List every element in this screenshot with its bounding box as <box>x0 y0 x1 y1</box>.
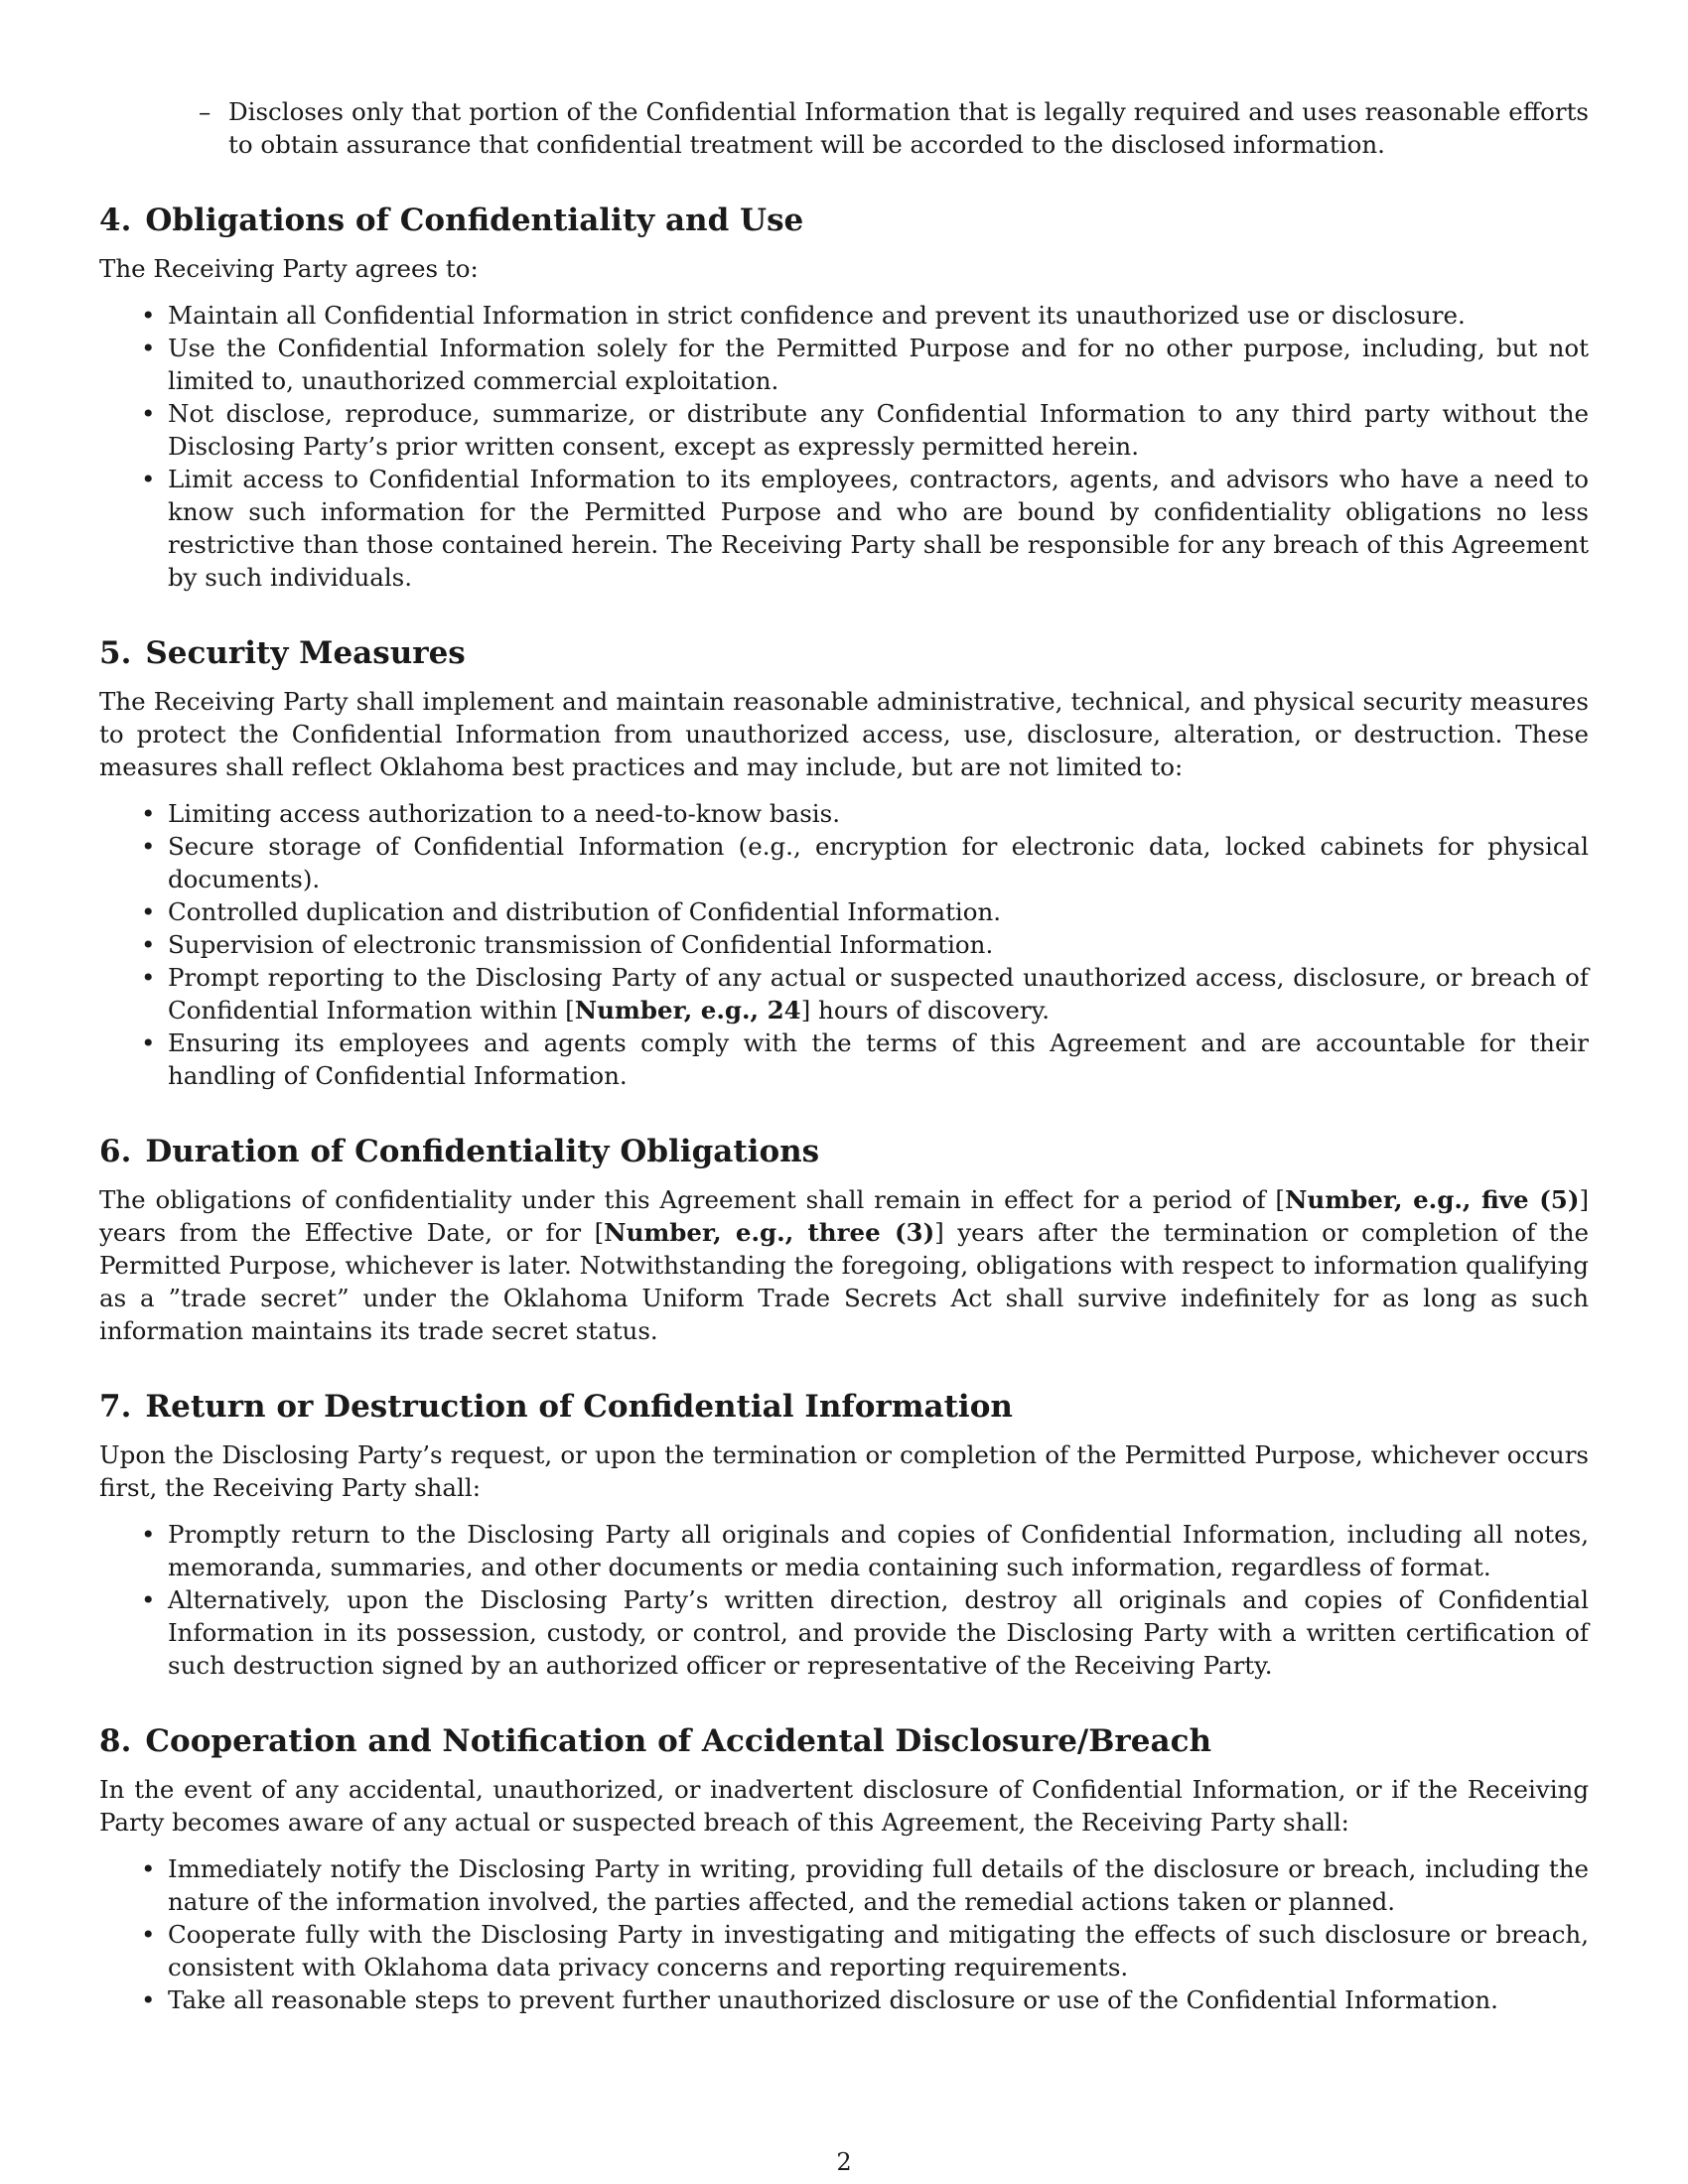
list-item <box>141 1026 1589 1092</box>
section-5 <box>99 633 1589 1092</box>
section-number: 7. <box>99 1389 132 1425</box>
bullet-marker: • <box>141 832 156 861</box>
dash-marker: – <box>199 97 211 126</box>
section-number: 8. <box>99 1723 132 1759</box>
section-heading <box>99 1387 1589 1427</box>
list-item-text: Immediately notify the Disclosing Party in writing, providing full details of the disclosure or breach, including the nature of the information involved, the parties affected, and the remedial actions taken or planned. <box>168 1854 1589 1916</box>
section-intro: In the event of any accidental, unauthorized, or inadvertent disclosure of Confidential Information, or if the Receiving Party becomes aware of any actual or suspected breach of this Agreement, the Receiving Party shall: <box>99 1775 1589 1837</box>
list-item <box>141 1852 1589 1918</box>
list-item-text: Secure storage of Confidential Information (e.g., encryption for electronic data, locked cabinets for physical documents). <box>168 832 1589 893</box>
list-item <box>141 1983 1589 2016</box>
list-item-text: Limiting access authorization to a need-to-know basis. <box>168 799 840 828</box>
bullet-list <box>99 1852 1589 2016</box>
paragraph-text: ] years after the termination or completion of the Permitted Purpose, whichever is later. Notwithstanding the foregoing, obligations with respect to information qualifying as a ”trade secret” under the Oklahoma Uniform Trade Secrets Act shall survive indefinitely for as long as such information maintains its trade secret status. <box>99 1218 1589 1345</box>
list-item <box>141 1918 1589 1983</box>
list-item <box>141 463 1589 594</box>
list-item-text: Not disclose, reproduce, summarize, or distribute any Confidential Information to any third party without the Disclosing Party’s prior written consent, except as expressly permitted herein. <box>168 399 1589 461</box>
bullet-marker: • <box>141 1028 156 1057</box>
placeholder-years-termination: Number, e.g., three (3) <box>604 1218 935 1247</box>
list-item-text-post: ] hours of discovery. <box>800 996 1051 1024</box>
list-item-text: Cooperate fully with the Disclosing Party in investigating and mitigating the effects of such disclosure or breach, consistent with Oklahoma data privacy concerns and reporting requirements. <box>168 1920 1589 1981</box>
list-item-text-pre: Prompt reporting to the Disclosing Party of any actual or suspected unauthorized access, disclosure, or breach of Confidential Information within [ <box>168 963 1589 1024</box>
list-item-text: Controlled duplication and distribution of Confidential Information. <box>168 897 1002 926</box>
section-paragraph <box>99 1183 1589 1347</box>
section-heading <box>99 1132 1589 1171</box>
bullet-marker: • <box>141 799 156 828</box>
section-heading <box>99 201 1589 240</box>
section-title: Security Measures <box>145 635 466 671</box>
list-item <box>141 397 1589 463</box>
list-item <box>141 797 1589 830</box>
section-intro: The Receiving Party agrees to: <box>99 254 479 283</box>
list-item <box>141 332 1589 397</box>
list-item <box>141 961 1589 1026</box>
section-heading <box>99 1721 1589 1761</box>
section-title: Obligations of Confidentiality and Use <box>145 203 804 238</box>
bullet-marker: • <box>141 963 156 992</box>
bullet-list <box>99 299 1589 594</box>
section-number: 5. <box>99 635 132 671</box>
list-item <box>141 895 1589 928</box>
list-item-text: Promptly return to the Disclosing Party all originals and copies of Confidential Information, including all notes, memoranda, summaries, and other documents or media containing such information, regardless of format. <box>168 1520 1589 1581</box>
list-item-text: Ensuring its employees and agents comply with the terms of this Agreement and are accountable for their handling of Confidential Information. <box>168 1028 1589 1090</box>
paragraph-text: The obligations of confidentiality under this Agreement shall remain in effect for a period of [ <box>99 1185 1285 1214</box>
continued-sub-list <box>199 95 1589 161</box>
list-item-text: Take all reasonable steps to prevent further unauthorized disclosure or use of the Confidential Information. <box>168 1985 1498 2014</box>
bullet-marker: • <box>141 334 156 362</box>
list-item-text: Discloses only that portion of the Confidential Information that is legally required and uses reasonable efforts to obtain assurance that confidential treatment will be accorded to the disclosed information. <box>228 97 1589 159</box>
list-item <box>141 1583 1589 1682</box>
section-intro: Upon the Disclosing Party’s request, or upon the termination or completion of the Permitted Purpose, whichever occurs first, the Receiving Party shall: <box>99 1440 1589 1502</box>
section-8 <box>99 1721 1589 2016</box>
section-title: Cooperation and Notification of Accidental Disclosure/Breach <box>145 1723 1211 1759</box>
section-intro: The Receiving Party shall implement and maintain reasonable administrative, technical, and physical security measures to protect the Confidential Information from unauthorized access, use, disclosure, alteration, or destruction. These measures shall reflect Oklahoma best practices and may include, but are not limited to: <box>99 687 1589 781</box>
bullet-marker: • <box>141 930 156 959</box>
bullet-marker: • <box>141 1585 156 1614</box>
list-item-text: Limit access to Confidential Information to its employees, contractors, agents, and advisors who have a need to know such information for the Permitted Purpose and who are bound by confidentiality obligations no less restrictive than those contained herein. The Receiving Party shall be responsible for any breach of this Agreement by such individuals. <box>168 465 1589 592</box>
list-item-text: Alternatively, upon the Disclosing Party’s written direction, destroy all originals and copies of Confidential Information in its possession, custody, or control, and provide the Disclosing Party with a written certification of such destruction signed by an authorized officer or representative of the Receiving Party. <box>168 1585 1589 1680</box>
bullet-marker: • <box>141 465 156 493</box>
bullet-marker: • <box>141 399 156 428</box>
bullet-marker: • <box>141 301 156 330</box>
bullet-marker: • <box>141 1985 156 2014</box>
placeholder-years-effective: Number, e.g., five (5) <box>1284 1185 1580 1214</box>
list-item <box>141 299 1589 332</box>
list-item <box>199 95 1589 161</box>
section-number: 6. <box>99 1134 132 1169</box>
section-heading <box>99 633 1589 673</box>
paragraph-text: ] years from the Effective Date, or for [ <box>99 1185 1589 1247</box>
list-item-text: Supervision of electronic transmission of Confidential Information. <box>168 930 994 959</box>
list-item <box>141 830 1589 895</box>
section-4 <box>99 201 1589 594</box>
section-title: Return or Destruction of Confidential Information <box>145 1389 1013 1425</box>
bullet-marker: • <box>141 897 156 926</box>
list-item <box>141 1518 1589 1583</box>
bullet-marker: • <box>141 1520 156 1549</box>
list-item <box>141 928 1589 961</box>
bullet-marker: • <box>141 1854 156 1883</box>
list-item-text: Use the Confidential Information solely for the Permitted Purpose and for no other purpose, including, but not limited to, unauthorized commercial exploitation. <box>168 334 1589 395</box>
bullet-list <box>99 1518 1589 1682</box>
bullet-list <box>99 797 1589 1092</box>
document-page <box>99 95 1589 2016</box>
bullet-marker: • <box>141 1920 156 1949</box>
section-7 <box>99 1387 1589 1682</box>
page-number: 2 <box>836 2148 852 2176</box>
section-title: Duration of Confidentiality Obligations <box>145 1134 820 1169</box>
placeholder-hours: Number, e.g., 24 <box>574 996 801 1024</box>
section-6 <box>99 1132 1589 1347</box>
list-item-text: Maintain all Confidential Information in strict confidence and prevent its unauthorized use or disclosure. <box>168 301 1466 330</box>
section-number: 4. <box>99 203 132 238</box>
